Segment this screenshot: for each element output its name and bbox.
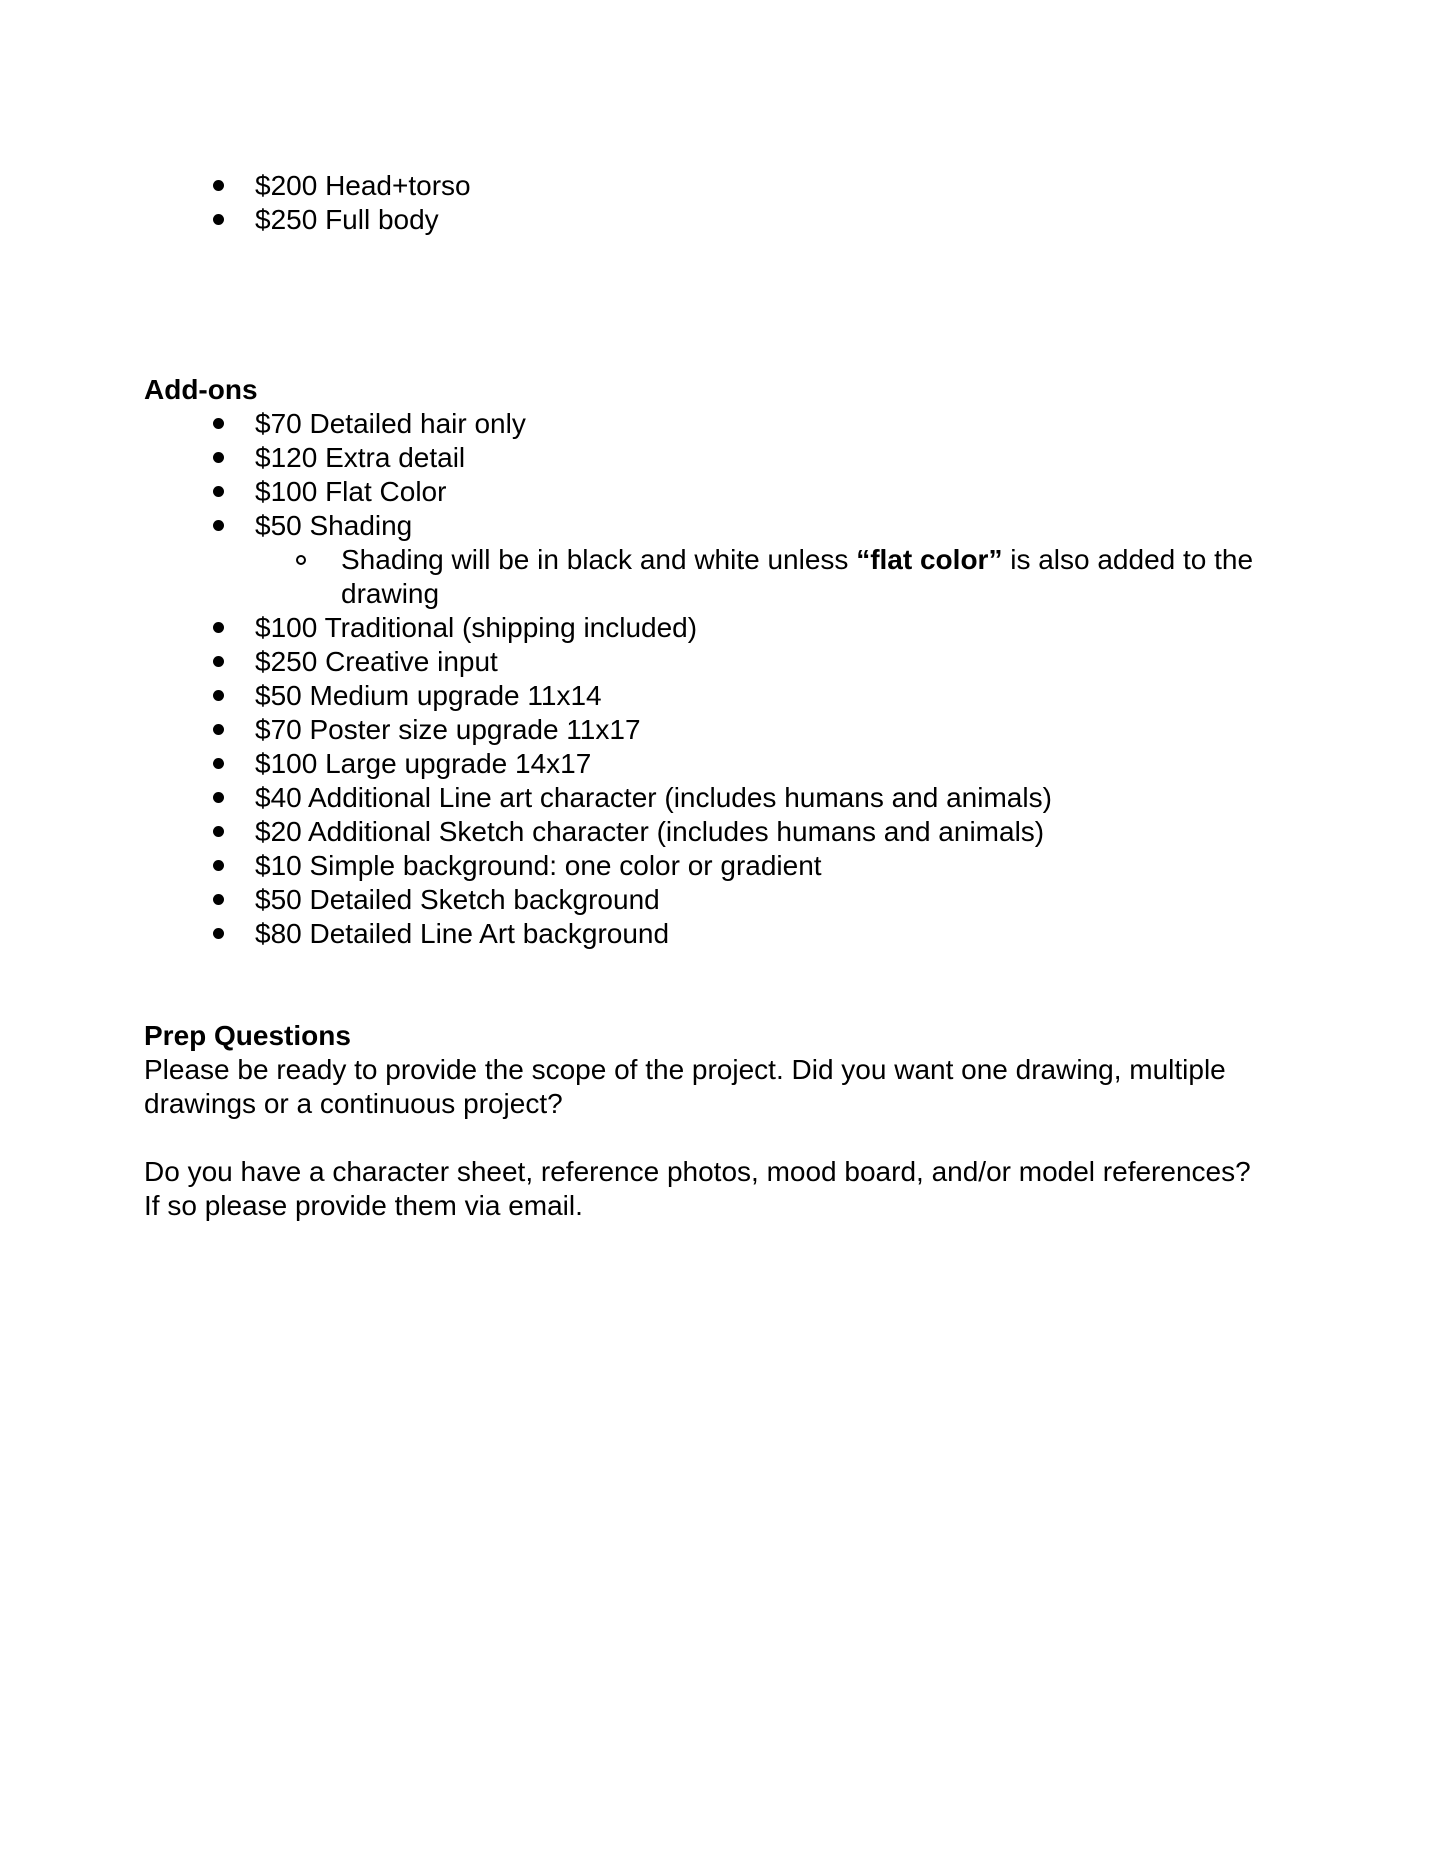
list-subitem-shading-note <box>144 543 1269 611</box>
list-item <box>144 781 1269 815</box>
blank-space <box>144 237 1269 373</box>
bullet-dot-icon <box>213 928 224 939</box>
list-item-text: $100 Large upgrade 14x17 <box>255 748 592 779</box>
list-item <box>144 747 1269 781</box>
base-price-list <box>144 169 1269 237</box>
prep-paragraph-references: Do you have a character sheet, reference photos, mood board, and/or model references? If so please provide them via email. <box>144 1156 1251 1221</box>
bullet-dot-icon <box>213 214 224 225</box>
bullet-dot-icon <box>213 758 224 769</box>
blank-space <box>144 1121 1269 1155</box>
bullet-dot-icon <box>213 520 224 531</box>
list-item-text: $50 Medium upgrade 11x14 <box>255 680 602 711</box>
note-text-bold: “flat color” <box>856 544 1003 575</box>
bullet-dot-icon <box>213 656 224 667</box>
list-item <box>144 917 1269 951</box>
list-item <box>144 509 1269 543</box>
addons-heading: Add-ons <box>144 374 258 405</box>
list-item-text: $40 Additional Line art character (includes humans and animals) <box>255 782 1052 813</box>
bullet-dot-icon <box>213 622 224 633</box>
list-item <box>144 679 1269 713</box>
list-item-text: $250 Full body <box>255 204 439 235</box>
bullet-dot-icon <box>213 418 224 429</box>
list-item-text: $50 Shading <box>255 510 413 541</box>
blank-space <box>144 951 1269 1019</box>
note-text-post: is also added to the drawing <box>341 544 1254 609</box>
list-item-text: $200 Head+torso <box>255 170 471 201</box>
list-item <box>144 441 1269 475</box>
list-item-text: $50 Detailed Sketch background <box>255 884 660 915</box>
prep-questions-heading: Prep Questions <box>144 1020 351 1051</box>
bullet-dot-icon <box>213 452 224 463</box>
document-content <box>144 169 1269 1223</box>
list-item-text: $10 Simple background: one color or gradient <box>255 850 822 881</box>
list-item <box>144 849 1269 883</box>
bullet-dot-icon <box>213 792 224 803</box>
bullet-dot-icon <box>213 826 224 837</box>
list-item-text: $100 Flat Color <box>255 476 447 507</box>
list-item <box>144 713 1269 747</box>
prep-paragraph-scope: Please be ready to provide the scope of the project. Did you want one drawing, multiple drawings or a continuous project? <box>144 1054 1226 1119</box>
list-item-text: $80 Detailed Line Art background <box>255 918 670 949</box>
note-text-pre: Shading will be in black and white unless <box>341 544 857 575</box>
list-item-text: $100 Traditional (shipping included) <box>255 612 698 643</box>
list-item <box>144 645 1269 679</box>
list-item <box>144 169 1269 203</box>
list-item <box>144 407 1269 441</box>
list-item-text: $20 Additional Sketch character (includes humans and animals) <box>255 816 1045 847</box>
list-item <box>144 883 1269 917</box>
list-item-text: $70 Detailed hair only <box>255 408 526 439</box>
bullet-dot-icon <box>213 486 224 497</box>
list-item-text: $70 Poster size upgrade 11x17 <box>255 714 641 745</box>
list-item-text: $250 Creative input <box>255 646 498 677</box>
bullet-circle-icon <box>296 555 306 565</box>
addons-list <box>144 407 1269 951</box>
list-item <box>144 203 1269 237</box>
bullet-dot-icon <box>213 690 224 701</box>
list-item <box>144 475 1269 509</box>
bullet-dot-icon <box>213 894 224 905</box>
list-item-text: $120 Extra detail <box>255 442 466 473</box>
bullet-dot-icon <box>213 724 224 735</box>
bullet-dot-icon <box>213 860 224 871</box>
list-item <box>144 815 1269 849</box>
bullet-dot-icon <box>213 180 224 191</box>
list-item <box>144 611 1269 645</box>
